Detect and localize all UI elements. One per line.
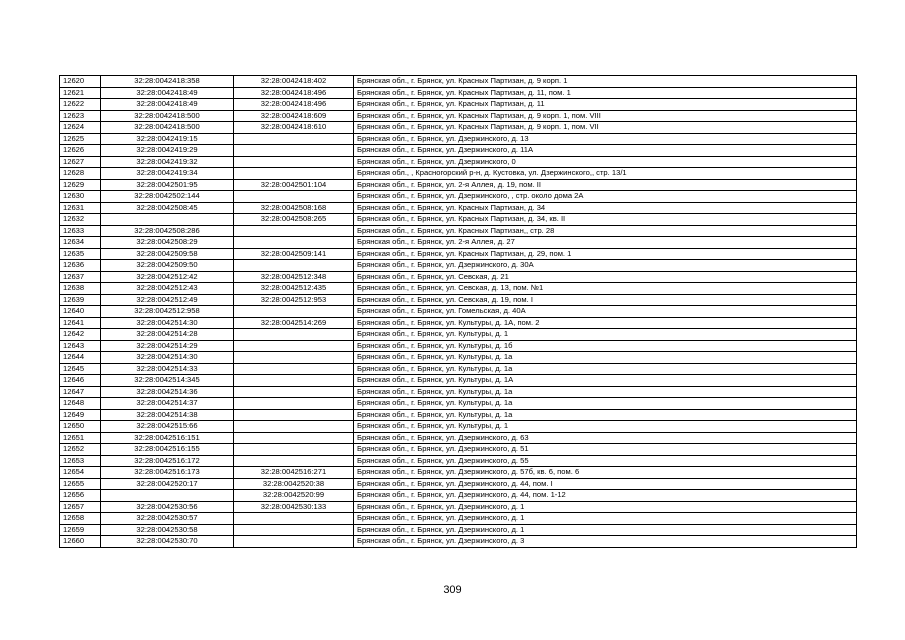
cadastral-number-cell: 32:28:0042515:66 [101, 421, 234, 433]
table-row [60, 306, 857, 318]
row-number-cell: 12635 [60, 248, 101, 260]
table-row [60, 271, 857, 283]
table-row [60, 329, 857, 341]
table-row [60, 501, 857, 513]
address-cell: Брянская обл., г. Брянск, ул. 2-я Аллея, д. 19, пом. II [354, 179, 857, 191]
address-cell: Брянская обл., г. Брянск, ул. Дзержинского, д. 1 [354, 524, 857, 536]
cadastral-number-cell: 32:28:0042418:358 [101, 76, 234, 88]
row-number-cell: 12650 [60, 421, 101, 433]
row-number-cell: 12621 [60, 87, 101, 99]
parent-number-cell [234, 513, 354, 525]
cadastral-number-cell: 32:28:0042508:286 [101, 225, 234, 237]
table-row [60, 145, 857, 157]
row-number-cell: 12637 [60, 271, 101, 283]
cadastral-number-cell: 32:28:0042418:49 [101, 87, 234, 99]
row-number-cell: 12649 [60, 409, 101, 421]
address-cell: Брянская обл., г. Брянск, ул. Дзержинского, д. 57б, кв. 6, пом. 6 [354, 467, 857, 479]
cadastral-number-cell: 32:28:0042418:49 [101, 99, 234, 111]
cadastral-table-body [60, 76, 857, 548]
cadastral-number-cell: 32:28:0042530:57 [101, 513, 234, 525]
table-row [60, 202, 857, 214]
address-cell: Брянская обл., г. Брянск, ул. Красных Партизан, д. 29, пом. 1 [354, 248, 857, 260]
parent-number-cell: 32:28:0042512:953 [234, 294, 354, 306]
table-row [60, 99, 857, 111]
address-cell: Брянская обл., г. Брянск, ул. Культуры, д. 1 [354, 329, 857, 341]
table-row [60, 363, 857, 375]
table-row [60, 225, 857, 237]
address-cell: Брянская обл., г. Брянск, ул. Красных Партизан,, стр. 28 [354, 225, 857, 237]
address-cell: Брянская обл., г. Брянск, ул. Дзержинского, д. 44, пом. I [354, 478, 857, 490]
row-number-cell: 12659 [60, 524, 101, 536]
row-number-cell: 12620 [60, 76, 101, 88]
table-row [60, 386, 857, 398]
address-cell: Брянская обл., г. Брянск, ул. Дзержинского, д. 13 [354, 133, 857, 145]
row-number-cell: 12652 [60, 444, 101, 456]
row-number-cell: 12634 [60, 237, 101, 249]
table-row [60, 87, 857, 99]
address-cell: Брянская обл., г. Брянск, ул. Культуры, д. 1 [354, 421, 857, 433]
table-row [60, 214, 857, 226]
table-row [60, 156, 857, 168]
row-number-cell: 12656 [60, 490, 101, 502]
row-number-cell: 12641 [60, 317, 101, 329]
parent-number-cell [234, 340, 354, 352]
table-row [60, 513, 857, 525]
table-row [60, 283, 857, 295]
cadastral-number-cell: 32:28:0042509:50 [101, 260, 234, 272]
parent-number-cell [234, 363, 354, 375]
address-cell: Брянская обл., г. Брянск, ул. Севская, д. 19, пом. I [354, 294, 857, 306]
table-row [60, 133, 857, 145]
row-number-cell: 12654 [60, 467, 101, 479]
table-row [60, 260, 857, 272]
address-cell: Брянская обл., г. Брянск, ул. Красных Партизан, д. 34, кв. II [354, 214, 857, 226]
cadastral-number-cell: 32:28:0042514:38 [101, 409, 234, 421]
row-number-cell: 12628 [60, 168, 101, 180]
table-row [60, 455, 857, 467]
cadastral-number-cell: 32:28:0042514:36 [101, 386, 234, 398]
table-row [60, 179, 857, 191]
cadastral-number-cell: 32:28:0042419:29 [101, 145, 234, 157]
table-row [60, 524, 857, 536]
address-cell: Брянская обл., г. Брянск, ул. Дзержинского, д. 30А [354, 260, 857, 272]
cadastral-number-cell: 32:28:0042514:30 [101, 317, 234, 329]
cadastral-number-cell: 32:28:0042530:56 [101, 501, 234, 513]
cadastral-number-cell: 32:28:0042520:17 [101, 478, 234, 490]
table-row [60, 191, 857, 203]
parent-number-cell [234, 409, 354, 421]
parent-number-cell [234, 455, 354, 467]
cadastral-number-cell: 32:28:0042512:958 [101, 306, 234, 318]
address-cell: Брянская обл., г. Брянск, ул. 2-я Аллея, д. 27 [354, 237, 857, 249]
parent-number-cell [234, 145, 354, 157]
row-number-cell: 12647 [60, 386, 101, 398]
table-row [60, 375, 857, 387]
cadastral-number-cell: 32:28:0042516:172 [101, 455, 234, 467]
parent-number-cell [234, 398, 354, 410]
cadastral-number-cell [101, 490, 234, 502]
parent-number-cell: 32:28:0042501:104 [234, 179, 354, 191]
table-row [60, 467, 857, 479]
parent-number-cell: 32:28:0042508:265 [234, 214, 354, 226]
cadastral-number-cell: 32:28:0042530:70 [101, 536, 234, 548]
address-cell: Брянская обл., г. Брянск, ул. Дзержинского, 0 [354, 156, 857, 168]
parent-number-cell: 32:28:0042508:168 [234, 202, 354, 214]
parent-number-cell [234, 168, 354, 180]
parent-number-cell [234, 260, 354, 272]
cadastral-number-cell: 32:28:0042514:28 [101, 329, 234, 341]
address-cell: Брянская обл., г. Брянск, ул. Дзержинского, д. 1 [354, 501, 857, 513]
parent-number-cell [234, 133, 354, 145]
parent-number-cell: 32:28:0042520:99 [234, 490, 354, 502]
parent-number-cell: 32:28:0042516:271 [234, 467, 354, 479]
cadastral-number-cell: 32:28:0042512:49 [101, 294, 234, 306]
address-cell: Брянская обл., , Красногорский р-н, д. Кустовка, ул. Дзержинского,, стр. 13/1 [354, 168, 857, 180]
table-row [60, 536, 857, 548]
row-number-cell: 12648 [60, 398, 101, 410]
parent-number-cell [234, 432, 354, 444]
table-row [60, 444, 857, 456]
parent-number-cell [234, 386, 354, 398]
parent-number-cell [234, 536, 354, 548]
table-row [60, 237, 857, 249]
table-row [60, 478, 857, 490]
cadastral-number-cell: 32:28:0042516:155 [101, 444, 234, 456]
parent-number-cell [234, 306, 354, 318]
parent-number-cell [234, 225, 354, 237]
parent-number-cell: 32:28:0042418:496 [234, 99, 354, 111]
parent-number-cell: 32:28:0042509:141 [234, 248, 354, 260]
cadastral-number-cell: 32:28:0042514:29 [101, 340, 234, 352]
address-cell: Брянская обл., г. Брянск, ул. Дзержинского, д. 11А [354, 145, 857, 157]
cadastral-number-cell: 32:28:0042501:95 [101, 179, 234, 191]
address-cell: Брянская обл., г. Брянск, ул. Гомельская, д. 40А [354, 306, 857, 318]
page-number: 309 [443, 584, 462, 596]
row-number-cell: 12629 [60, 179, 101, 191]
parent-number-cell: 32:28:0042418:402 [234, 76, 354, 88]
cadastral-number-cell [101, 214, 234, 226]
row-number-cell: 12655 [60, 478, 101, 490]
cadastral-number-cell: 32:28:0042514:37 [101, 398, 234, 410]
address-cell: Брянская обл., г. Брянск, ул. Культуры, д. 1А [354, 375, 857, 387]
cadastral-number-cell: 32:28:0042508:29 [101, 237, 234, 249]
address-cell: Брянская обл., г. Брянск, ул. Культуры, д. 1а [354, 363, 857, 375]
parent-number-cell: 32:28:0042512:435 [234, 283, 354, 295]
cadastral-table [59, 75, 857, 548]
parent-number-cell [234, 237, 354, 249]
cadastral-number-cell: 32:28:0042514:345 [101, 375, 234, 387]
address-cell: Брянская обл., г. Брянск, ул. Севская, д. 21 [354, 271, 857, 283]
cadastral-number-cell: 32:28:0042419:34 [101, 168, 234, 180]
row-number-cell: 12622 [60, 99, 101, 111]
address-cell: Брянская обл., г. Брянск, ул. Дзержинского, д. 3 [354, 536, 857, 548]
row-number-cell: 12643 [60, 340, 101, 352]
row-number-cell: 12642 [60, 329, 101, 341]
table-row [60, 122, 857, 134]
parent-number-cell: 32:28:0042418:609 [234, 110, 354, 122]
cadastral-number-cell: 32:28:0042419:15 [101, 133, 234, 145]
parent-number-cell [234, 352, 354, 364]
table-row [60, 248, 857, 260]
table-row [60, 409, 857, 421]
table-row [60, 340, 857, 352]
table-row [60, 294, 857, 306]
address-cell: Брянская обл., г. Брянск, ул. Красных Партизан, д. 9 корп. 1 [354, 76, 857, 88]
cadastral-number-cell: 32:28:0042514:33 [101, 363, 234, 375]
address-cell: Брянская обл., г. Брянск, ул. Культуры, д. 1а [354, 409, 857, 421]
address-cell: Брянская обл., г. Брянск, ул. Дзержинского, д. 44, пом. 1-12 [354, 490, 857, 502]
row-number-cell: 12638 [60, 283, 101, 295]
parent-number-cell [234, 156, 354, 168]
parent-number-cell [234, 421, 354, 433]
cadastral-number-cell: 32:28:0042502:144 [101, 191, 234, 203]
parent-number-cell: 32:28:0042418:496 [234, 87, 354, 99]
table-row [60, 490, 857, 502]
table-row [60, 110, 857, 122]
row-number-cell: 12633 [60, 225, 101, 237]
cadastral-number-cell: 32:28:0042512:43 [101, 283, 234, 295]
address-cell: Брянская обл., г. Брянск, ул. Дзержинского, д. 51 [354, 444, 857, 456]
row-number-cell: 12624 [60, 122, 101, 134]
table-row [60, 398, 857, 410]
row-number-cell: 12632 [60, 214, 101, 226]
address-cell: Брянская обл., г. Брянск, ул. Красных Партизан, д. 11, пом. 1 [354, 87, 857, 99]
row-number-cell: 12625 [60, 133, 101, 145]
address-cell: Брянская обл., г. Брянск, ул. Культуры, д. 1а [354, 352, 857, 364]
parent-number-cell [234, 524, 354, 536]
row-number-cell: 12626 [60, 145, 101, 157]
address-cell: Брянская обл., г. Брянск, ул. Севская, д. 13, пом. №1 [354, 283, 857, 295]
address-cell: Брянская обл., г. Брянск, ул. Красных Партизан, д. 34 [354, 202, 857, 214]
row-number-cell: 12636 [60, 260, 101, 272]
row-number-cell: 12640 [60, 306, 101, 318]
row-number-cell: 12630 [60, 191, 101, 203]
table-row [60, 432, 857, 444]
parent-number-cell [234, 444, 354, 456]
parent-number-cell: 32:28:0042530:133 [234, 501, 354, 513]
table-row [60, 168, 857, 180]
cadastral-number-cell: 32:28:0042508:45 [101, 202, 234, 214]
address-cell: Брянская обл., г. Брянск, ул. Красных Партизан, д. 11 [354, 99, 857, 111]
cadastral-number-cell: 32:28:0042418:500 [101, 122, 234, 134]
address-cell: Брянская обл., г. Брянск, ул. Культуры, д. 1а [354, 398, 857, 410]
cadastral-number-cell: 32:28:0042418:500 [101, 110, 234, 122]
address-cell: Брянская обл., г. Брянск, ул. Красных Партизан, д. 9 корп. 1, пом. VIII [354, 110, 857, 122]
address-cell: Брянская обл., г. Брянск, ул. Красных Партизан, д. 9 корп. 1, пом. VII [354, 122, 857, 134]
parent-number-cell [234, 329, 354, 341]
address-cell: Брянская обл., г. Брянск, ул. Культуры, д. 1А, пом. 2 [354, 317, 857, 329]
parent-number-cell: 32:28:0042418:610 [234, 122, 354, 134]
row-number-cell: 12623 [60, 110, 101, 122]
row-number-cell: 12653 [60, 455, 101, 467]
address-cell: Брянская обл., г. Брянск, ул. Дзержинского, д. 63 [354, 432, 857, 444]
row-number-cell: 12639 [60, 294, 101, 306]
parent-number-cell: 32:28:0042512:348 [234, 271, 354, 283]
parent-number-cell: 32:28:0042520:38 [234, 478, 354, 490]
table-row [60, 76, 857, 88]
row-number-cell: 12627 [60, 156, 101, 168]
cadastral-number-cell: 32:28:0042514:30 [101, 352, 234, 364]
cadastral-number-cell: 32:28:0042419:32 [101, 156, 234, 168]
address-cell: Брянская обл., г. Брянск, ул. Дзержинского, , стр. около дома 2А [354, 191, 857, 203]
address-cell: Брянская обл., г. Брянск, ул. Культуры, д. 1б [354, 340, 857, 352]
cadastral-number-cell: 32:28:0042512:42 [101, 271, 234, 283]
parent-number-cell: 32:28:0042514:269 [234, 317, 354, 329]
address-cell: Брянская обл., г. Брянск, ул. Дзержинского, д. 55 [354, 455, 857, 467]
cadastral-number-cell: 32:28:0042530:58 [101, 524, 234, 536]
table-row [60, 352, 857, 364]
row-number-cell: 12658 [60, 513, 101, 525]
cadastral-number-cell: 32:28:0042516:173 [101, 467, 234, 479]
parent-number-cell [234, 375, 354, 387]
row-number-cell: 12645 [60, 363, 101, 375]
address-cell: Брянская обл., г. Брянск, ул. Культуры, д. 1а [354, 386, 857, 398]
row-number-cell: 12651 [60, 432, 101, 444]
row-number-cell: 12657 [60, 501, 101, 513]
cadastral-number-cell: 32:28:0042516:151 [101, 432, 234, 444]
parent-number-cell [234, 191, 354, 203]
row-number-cell: 12644 [60, 352, 101, 364]
table-row [60, 317, 857, 329]
cadastral-number-cell: 32:28:0042509:58 [101, 248, 234, 260]
row-number-cell: 12646 [60, 375, 101, 387]
row-number-cell: 12660 [60, 536, 101, 548]
row-number-cell: 12631 [60, 202, 101, 214]
address-cell: Брянская обл., г. Брянск, ул. Дзержинского, д. 1 [354, 513, 857, 525]
table-row [60, 421, 857, 433]
